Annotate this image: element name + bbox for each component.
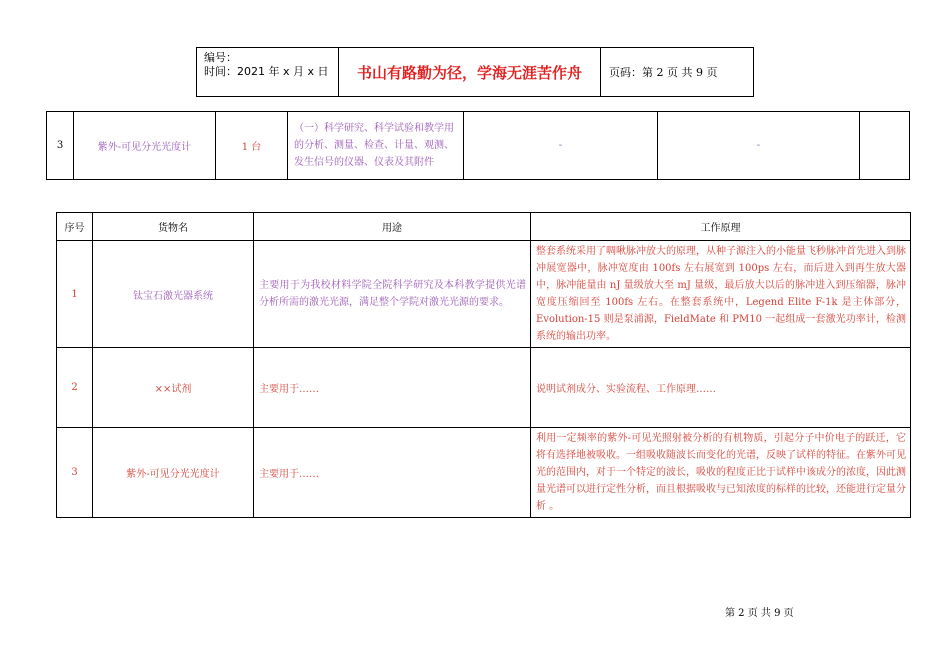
header-meta bbox=[197, 48, 339, 96]
row-number: 2 bbox=[57, 348, 93, 428]
item-name: 钛宝石激光器系统 bbox=[93, 241, 254, 348]
header-num: 序号 bbox=[57, 213, 93, 241]
page-header bbox=[196, 47, 754, 97]
item-use: 主要用于为我校材料学院全院科学研究及本科教学提供光谱分析所需的激光光源，满足整个学院对激光光源的要求。 bbox=[254, 241, 531, 348]
header-use: 用途 bbox=[254, 213, 531, 241]
header-principle: 工作原理 bbox=[531, 213, 911, 241]
cell-col5: - bbox=[464, 112, 658, 180]
item-name: 紫外-可见分光光度计 bbox=[74, 112, 216, 180]
cell-col6: - bbox=[658, 112, 860, 180]
equipment-table-top bbox=[46, 111, 910, 180]
table-row bbox=[57, 241, 911, 348]
equipment-purpose-table bbox=[56, 212, 911, 518]
row-number: 3 bbox=[47, 112, 74, 180]
item-quantity: 1 台 bbox=[216, 112, 288, 180]
table-row bbox=[57, 348, 911, 428]
code-label: 编号： bbox=[204, 51, 237, 64]
page-label: 页码：第 2 页 共 9 页 bbox=[609, 66, 718, 79]
table-header-row bbox=[57, 213, 911, 241]
motto: 书山有路勤为径，学海无涯苦作舟 bbox=[339, 48, 601, 96]
header-name: 货物名 bbox=[93, 213, 254, 241]
item-name: 紫外-可见分光光度计 bbox=[93, 428, 254, 518]
item-principle: 说明试剂成分、实验流程、工作原理…… bbox=[531, 348, 911, 428]
item-use: 主要用于…… bbox=[254, 348, 531, 428]
time-label: 时间：2021 年 x 月 x 日 bbox=[204, 65, 329, 78]
row-number: 3 bbox=[57, 428, 93, 518]
table-row bbox=[57, 428, 911, 518]
item-name: ××试剂 bbox=[93, 348, 254, 428]
item-principle: 整套系统采用了啁啾脉冲放大的原理，从种子源注入的小能量飞秒脉冲首先进入到脉冲展宽器中，脉冲宽度由 100fs 左右展宽到 100ps 左右，而后进入到再生放大器中，脉冲能量由 nJ 量级放大至 mJ 量级，最后放大以后的脉冲进入到压缩器，脉冲宽度压缩回至 100fs 左右。在整套系统中，Legend Elite F-1k 是主体部分，Evolution-15 则是泵浦源，FieldMate 和 PM10 一起组成一套激光功率计，检测系统的输出功率。 bbox=[531, 241, 911, 348]
row-number: 1 bbox=[57, 241, 93, 348]
item-category: （一）科学研究、科学试验和教学用的分析、测量、检查、计量、观测、发生信号的仪器、仪表及其附件 bbox=[288, 112, 464, 180]
cell-col8 bbox=[860, 112, 910, 180]
page-footer: 第 2 页 共 9 页 bbox=[725, 608, 794, 619]
table-row bbox=[47, 112, 910, 180]
item-use: 主要用于…… bbox=[254, 428, 531, 518]
item-principle: 利用一定频率的紫外-可见光照射被分析的有机物质，引起分子中价电子的跃迁，它将有选择地被吸收。一组吸收随波长而变化的光谱，反映了试样的特征。在紫外可见光的范围内，对于一个特定的波长，吸收的程度正比于试样中该成分的浓度，因此测量光谱可以进行定性分析，而且根据吸收与已知浓度的标样的比较，还能进行定量分析 。 bbox=[531, 428, 911, 518]
